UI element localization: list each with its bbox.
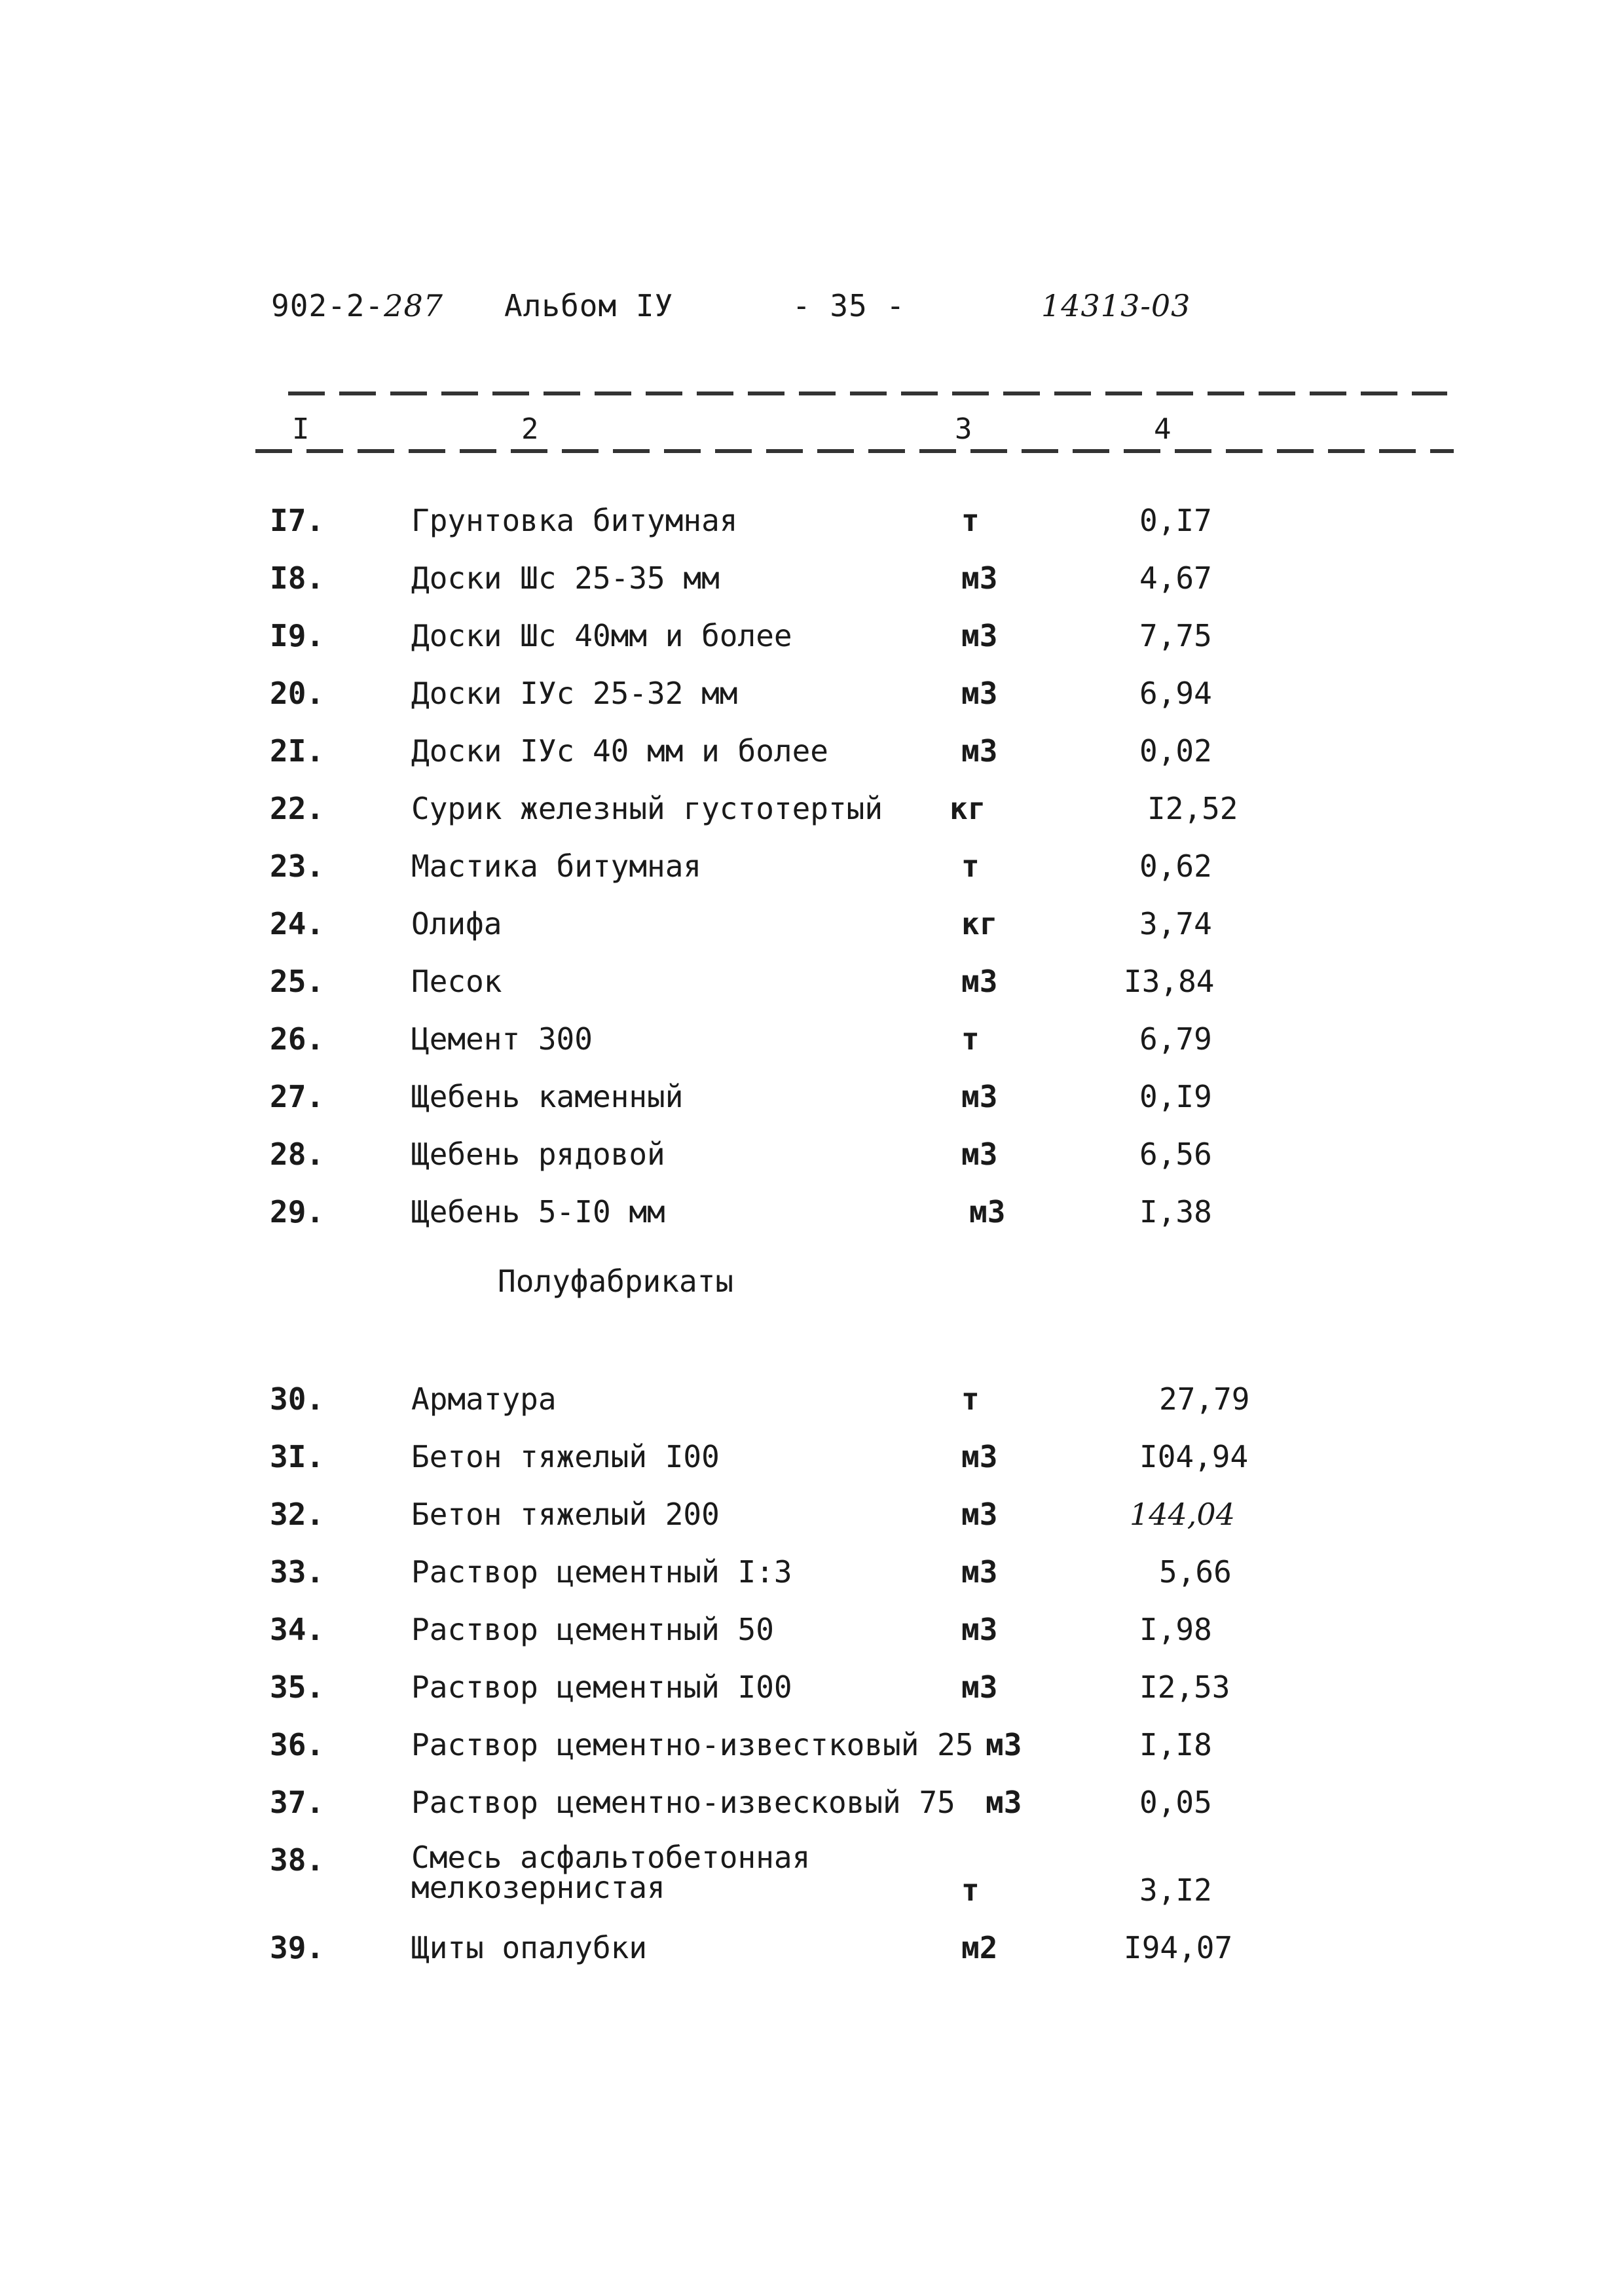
- row-value-handwritten: 144,04: [1130, 1497, 1235, 1532]
- table-row: [0, 1381, 1624, 1434]
- row-unit: м3: [961, 676, 998, 711]
- row-value: 0,05: [1139, 1785, 1212, 1820]
- table-row: [0, 1439, 1624, 1491]
- row-unit: т: [961, 503, 980, 538]
- column-number-1: I: [292, 412, 310, 446]
- row-value: I,38: [1139, 1194, 1212, 1230]
- row-name: Щебень каменный: [411, 1079, 684, 1114]
- row-value: 0,I9: [1139, 1079, 1212, 1114]
- row-name: Мастика битумная: [411, 848, 702, 884]
- row-number: 22.: [270, 791, 325, 826]
- row-number: 39.: [270, 1930, 325, 1965]
- row-name: Доски Шс 40мм и более: [411, 618, 792, 653]
- row-value: I,I8: [1139, 1727, 1212, 1762]
- row-value: 0,I7: [1139, 503, 1212, 538]
- row-name-line-1: Смесь асфальтобетонная: [411, 1840, 811, 1875]
- row-number: 38.: [270, 1842, 325, 1878]
- table-row: [0, 676, 1624, 728]
- row-number: 32.: [270, 1497, 325, 1532]
- table-header-rule: [255, 449, 1454, 453]
- row-name: Бетон тяжелый 200: [411, 1497, 720, 1532]
- table-row: [0, 1842, 1624, 1927]
- column-number-2: 2: [521, 412, 539, 446]
- row-name: Сурик железный густотертый: [411, 791, 883, 826]
- table-top-rule: [288, 392, 1447, 395]
- row-unit: м3: [961, 618, 998, 653]
- row-name: Раствор цементно-известковый 25: [411, 1727, 974, 1762]
- row-name-line-2: мелкозернистая: [411, 1870, 665, 1905]
- row-value: 0,62: [1139, 848, 1212, 884]
- row-unit: м3: [961, 1669, 998, 1705]
- row-name: Цемент 300: [411, 1021, 593, 1057]
- table-row: [0, 1727, 1624, 1779]
- table-row: [0, 1194, 1624, 1247]
- row-name: Доски IУс 40 мм и более: [411, 733, 828, 769]
- row-unit: м3: [961, 560, 998, 596]
- row-number: 28.: [270, 1137, 325, 1172]
- row-unit: м3: [961, 1439, 998, 1474]
- row-name: Раствор цементный I00: [411, 1669, 792, 1705]
- row-unit: м3: [961, 1554, 998, 1590]
- row-name: Песок: [411, 964, 502, 999]
- table-row: [0, 733, 1624, 786]
- row-number: I7.: [270, 503, 325, 538]
- document-code: 902-2-287: [271, 288, 443, 323]
- table-row: [0, 1669, 1624, 1722]
- row-unit: т: [961, 1381, 980, 1417]
- row-unit: м3: [969, 1194, 1006, 1230]
- row-number: 3I.: [270, 1439, 325, 1474]
- row-name: Бетон тяжелый I00: [411, 1439, 720, 1474]
- row-number: 23.: [270, 848, 325, 884]
- row-value: 6,94: [1139, 676, 1212, 711]
- album-label: Альбом IУ: [504, 288, 674, 323]
- row-number: 27.: [270, 1079, 325, 1114]
- row-unit: м3: [986, 1727, 1022, 1762]
- row-value: 5,66: [1159, 1554, 1232, 1590]
- row-number: 37.: [270, 1785, 325, 1820]
- row-unit: т: [961, 848, 980, 884]
- row-name: Раствор цементно-извесковый 75: [411, 1785, 955, 1820]
- table-row: [0, 1079, 1624, 1131]
- row-unit: м3: [961, 1612, 998, 1647]
- table-row: [0, 1554, 1624, 1607]
- row-number: 36.: [270, 1727, 325, 1762]
- row-name: Щиты опалубки: [411, 1930, 648, 1965]
- row-number: 25.: [270, 964, 325, 999]
- row-number: 2I.: [270, 733, 325, 769]
- row-value: 3,74: [1139, 906, 1212, 941]
- page-number: - 35 -: [792, 288, 906, 323]
- row-value: 6,79: [1139, 1021, 1212, 1057]
- stamp-number-handwritten: 14313-03: [1041, 288, 1191, 323]
- table-row: [0, 906, 1624, 958]
- row-value: 6,56: [1139, 1137, 1212, 1172]
- row-unit: кг: [950, 791, 986, 826]
- table-row: [0, 560, 1624, 613]
- row-name: Арматура: [411, 1381, 557, 1417]
- table-row: [0, 618, 1624, 670]
- row-name: Раствор цементный I:3: [411, 1554, 792, 1590]
- row-number: I9.: [270, 618, 325, 653]
- row-number: I8.: [270, 560, 325, 596]
- table-row: [0, 1612, 1624, 1664]
- row-value: 27,79: [1159, 1381, 1250, 1417]
- row-name: Грунтовка битумная: [411, 503, 738, 538]
- row-unit: м3: [961, 964, 998, 999]
- row-value: I3,84: [1124, 964, 1215, 999]
- row-name: Раствор цементный 50: [411, 1612, 774, 1647]
- table-row: [0, 848, 1624, 901]
- table-row: [0, 1930, 1624, 1982]
- row-value: 3,I2: [1139, 1872, 1212, 1908]
- row-number: 35.: [270, 1669, 325, 1705]
- row-unit: м3: [961, 1137, 998, 1172]
- row-name: Доски Шс 25-35 мм: [411, 560, 720, 596]
- row-number: 20.: [270, 676, 325, 711]
- row-name: Щебень рядовой: [411, 1137, 665, 1172]
- row-number: 24.: [270, 906, 325, 941]
- row-unit: м2: [961, 1930, 998, 1965]
- row-value: 7,75: [1139, 618, 1212, 653]
- row-number: 30.: [270, 1381, 325, 1417]
- row-value: I94,07: [1124, 1930, 1233, 1965]
- row-unit: т: [961, 1872, 980, 1908]
- row-unit: м3: [986, 1785, 1022, 1820]
- row-unit: м3: [961, 1497, 998, 1532]
- row-number: 26.: [270, 1021, 325, 1057]
- table-row: [0, 1021, 1624, 1074]
- table-row: [0, 1785, 1624, 1837]
- row-value: I04,94: [1139, 1439, 1249, 1474]
- row-unit: т: [961, 1021, 980, 1057]
- column-number-4: 4: [1154, 412, 1172, 446]
- row-unit: м3: [961, 1079, 998, 1114]
- table-row: [0, 964, 1624, 1016]
- row-name: [411, 1842, 810, 1903]
- row-value: 4,67: [1139, 560, 1212, 596]
- table-row: [0, 1137, 1624, 1189]
- row-name: Олифа: [411, 906, 502, 941]
- row-value: 0,02: [1139, 733, 1212, 769]
- section-title-semi-finished: Полуфабрикаты: [498, 1264, 734, 1299]
- row-value: I2,53: [1139, 1669, 1230, 1705]
- document-code-handwritten: 287: [384, 288, 443, 323]
- row-number: 34.: [270, 1612, 325, 1647]
- row-unit: кг: [961, 906, 998, 941]
- row-name: Доски IУс 25-32 мм: [411, 676, 738, 711]
- table-row: [0, 791, 1624, 843]
- row-number: 33.: [270, 1554, 325, 1590]
- table-row: [0, 1497, 1624, 1549]
- column-number-3: 3: [955, 412, 972, 446]
- row-unit: м3: [961, 733, 998, 769]
- row-number: 29.: [270, 1194, 325, 1230]
- row-value: I,98: [1139, 1612, 1212, 1647]
- row-value: I2,52: [1147, 791, 1238, 826]
- table-row: [0, 503, 1624, 555]
- row-name: Щебень 5-I0 мм: [411, 1194, 665, 1230]
